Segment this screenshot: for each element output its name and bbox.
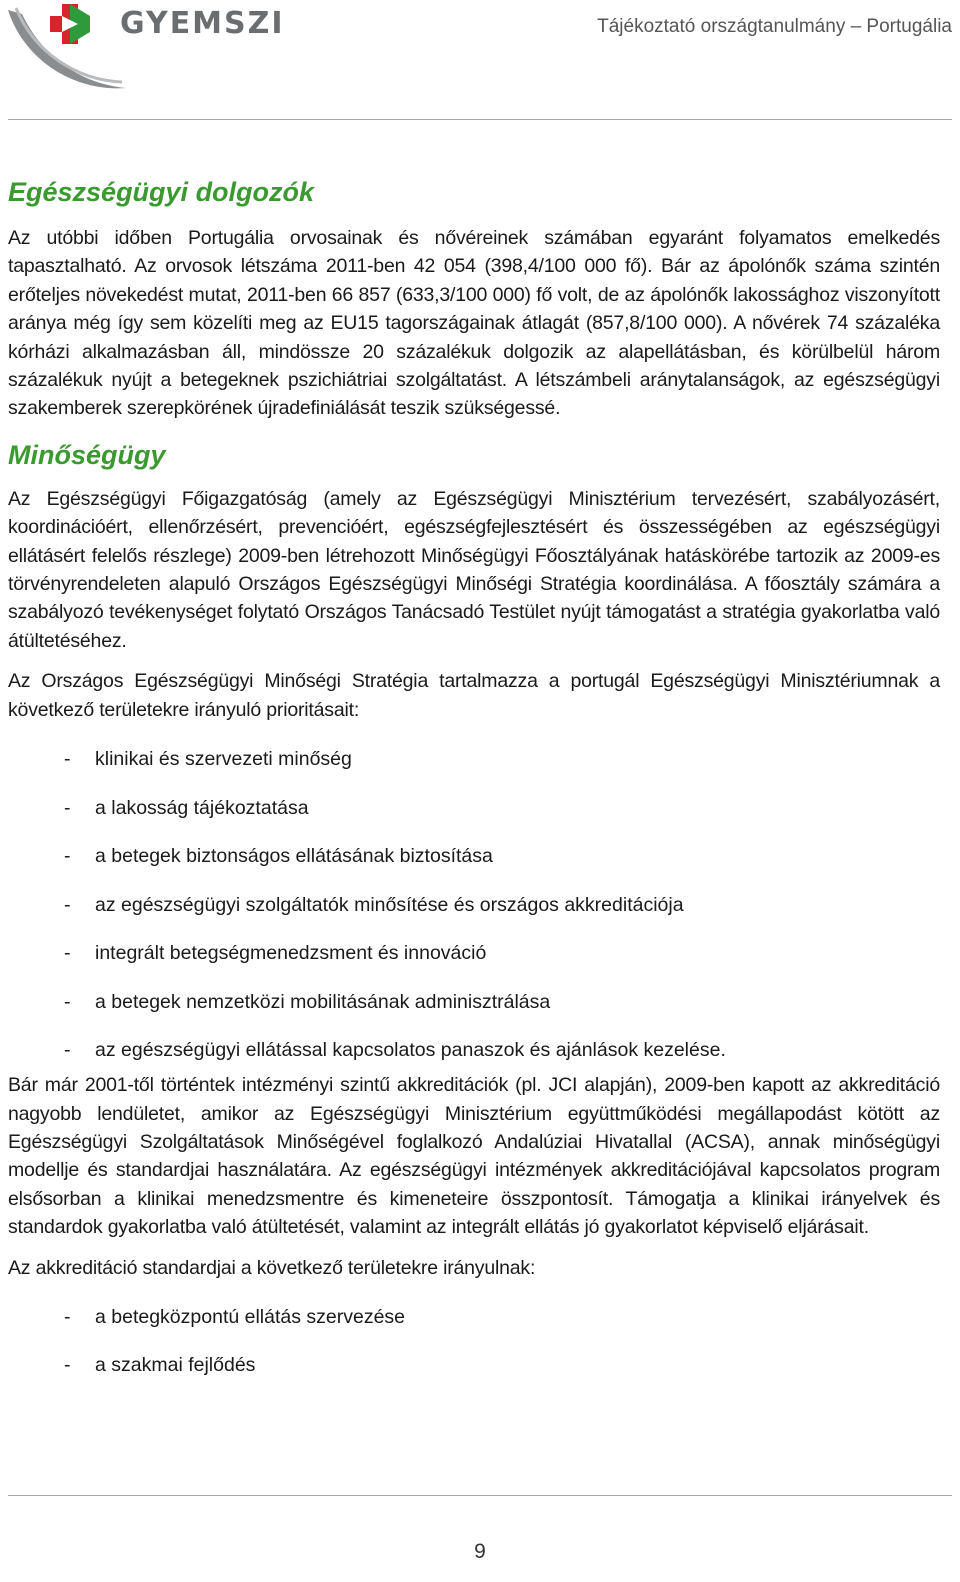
page-content — [8, 172, 940, 1399]
list-item-text: az egészségügyi szolgáltatók minősítése és országos akkreditációja — [95, 893, 684, 916]
dash-marker: - — [64, 1305, 71, 1328]
dash-marker: - — [64, 845, 71, 868]
list-item — [8, 987, 940, 1036]
list-item-text: az egészségügyi ellátással kapcsolatos panaszok és ajánlások kezelése. — [95, 1039, 726, 1062]
section-paragraph: Az Országos Egészségügyi Minőségi Stratégia tartalmazza a portugál Egészségügyi Minisztériumnak a következő területekre irányuló prioritásait: — [8, 670, 940, 721]
document-title: Tájékoztató országtanulmány – Portugália — [597, 16, 952, 37]
logo-wordmark: GYEMSZI — [120, 6, 285, 41]
section-heading-healthcare-workers: Egészségügyi dolgozók — [8, 177, 315, 207]
list-item-text: a szakmai fejlődés — [95, 1354, 256, 1377]
dash-marker: - — [64, 796, 71, 819]
list-item — [8, 793, 940, 842]
list-item — [8, 841, 940, 890]
dash-marker: - — [64, 1354, 71, 1377]
section-heading-quality: Minőségügy — [8, 439, 166, 470]
dash-marker: - — [64, 893, 71, 916]
list-item — [8, 744, 940, 793]
gyemszi-logo — [4, 0, 304, 96]
list-item — [8, 1350, 940, 1399]
dash-marker: - — [64, 1039, 71, 1062]
list-item — [8, 1302, 940, 1351]
header-divider — [8, 119, 952, 120]
section-paragraph: Az akkreditáció standardjai a következő területekre irányulnak: — [8, 1256, 536, 1279]
dash-marker: - — [64, 942, 71, 965]
list-item — [8, 1035, 940, 1071]
priority-list — [8, 744, 940, 1071]
section-paragraph: Bár már 2001-től történtek intézményi szintű akkreditációk (pl. JCI alapján), 2009-ben kapott az akkreditáció nagyobb lendületet, amikor az Egészségügyi Minisztérium együttműködési megállapodást kötött az Egészségügyi Szolgáltatások Minőségével foglalkozó Andalúziai Hivatallal (ACSA), annak minőségügyi modellje és standardjai használatára. Az egészségügyi intézmények akkreditációjával kapcsolatos program elsősorban a klinikai menedzsmentre és kimeneteire összpontosít. Támogatja a klinikai irányelvek és standardok gyakorlatba való átültetését, valamint az integrált ellátás jó gyakorlatot képviselő eljárásait. — [8, 1074, 940, 1239]
list-item-text: a betegek biztonságos ellátásának biztosítása — [95, 845, 493, 868]
section-paragraph: Az utóbbi időben Portugália orvosainak és nővéreinek számában egyaránt folyamatos emelkedés tapasztalható. Az orvosok létszáma 2011-ben 42 054 (398,4/100 000 fő). Bár az ápolónők száma szintén erőteljes növekedést mutat, 2011-ben 66 857 (633,3/100 000) fő volt, de az ápolónők lakossághoz viszonyított aránya még így sem közelíti meg az EU15 tagországainak átlagát (857,8/100 000). A nővérek 74 százaléka kórházi alkalmazásban áll, mindössze 20 százalékuk dolgozik az alapellátásban, és körülbelül három százalékuk nyújt a betegeknek pszichiátriai szolgáltatást. A létszámbeli aránytalanságok, az egészségügyi szakemberek szerepkörének újradefiniálását teszik szükségessé. — [8, 227, 940, 420]
page-header — [0, 0, 960, 120]
dash-marker: - — [64, 990, 71, 1013]
section-paragraph: Az Egészségügyi Főigazgatóság (amely az Egészségügyi Minisztérium tervezésért, szabályozásért, koordinációért, ellenőrzésért, prevencióért, egészségfejlesztésért és összességében az egészségügyi ellátásért felelős részlege) 2009-ben létrehozott Minőségügyi Főosztályának hatáskörébe tartozik az 2009-es törvényrendeleten alapuló Országos Egészségügyi Minőségi Stratégia koordinálása. A főosztály számára a szabályozó tevékenységet folytató Országos Tanácsadó Testület nyújt támogatást a stratégia gyakorlatba való átültetéséhez. — [8, 487, 940, 652]
list-item — [8, 938, 940, 987]
standards-list — [8, 1302, 940, 1399]
list-item — [8, 890, 940, 939]
list-item-text: a betegközpontú ellátás szervezése — [95, 1305, 406, 1328]
page-number: 9 — [474, 1540, 486, 1563]
list-item-text: integrált betegségmenedzsment és innováció — [95, 942, 487, 965]
footer-divider — [8, 1495, 952, 1496]
dash-marker: - — [64, 748, 71, 771]
list-item-text: a lakosság tájékoztatása — [95, 796, 309, 819]
list-item-text: klinikai és szervezeti minőség — [95, 748, 352, 771]
list-item-text: a betegek nemzetközi mobilitásának adminisztrálása — [95, 990, 551, 1013]
